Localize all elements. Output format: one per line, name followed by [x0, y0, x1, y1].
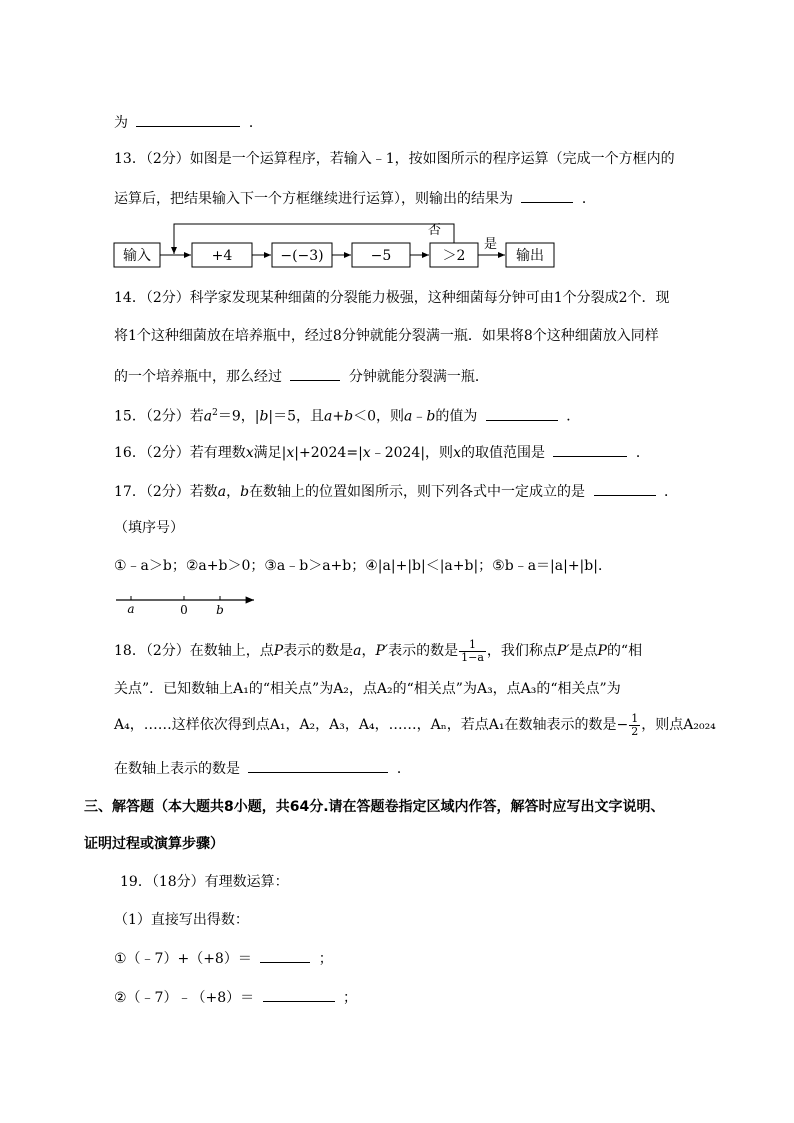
- q13-line2: 运算后，把结果输入下一个方框继续进行运算），则输出的结果为 ．: [114, 188, 596, 209]
- q19-title: 19．（18分）有理数运算：: [120, 874, 289, 890]
- answer-blank: [290, 366, 340, 381]
- q19-item2: ②（﹣7）﹣（+8）＝ ；: [114, 987, 357, 1008]
- q13-line1: 13．（2分）如图是一个运算程序，若输入﹣1，按如图所示的程序运算（完成一个方框内的: [114, 151, 675, 167]
- q19-sub1: （1）直接写出得数：: [114, 912, 249, 928]
- q16-line: 16．（2分）若有理数x满足|x|+2024=|x﹣2024|，则x的取值范围是 ．: [114, 442, 650, 463]
- answer-blank: [136, 112, 240, 127]
- section-heading-line2: 证明过程或演算步骤）: [84, 836, 224, 852]
- answer-blank: [521, 188, 573, 203]
- fraction: $\frac{1}{2}$: [631, 711, 639, 738]
- flow-output-label: 输出: [516, 248, 544, 264]
- q19-item1: ①（﹣7）+（+8）＝ ；: [114, 948, 333, 969]
- answer-blank: [553, 442, 627, 457]
- flow-input-label: 输入: [123, 248, 151, 264]
- answer-blank: [263, 987, 335, 1002]
- q18-line2: 关点”．已知数轴上A₁的“相关点”为A₂，点A₂的“相关点”为A₃，点A₃的“相关点”为: [114, 681, 621, 697]
- answer-blank: [248, 758, 388, 773]
- axis-label-a: a: [127, 602, 135, 616]
- q17-options: ①﹣a＞b；②a+b＞0；③a﹣b＞a+b；④|a|+|b|＜|a+b|；⑤b﹣a＝|a|+|b|．: [114, 558, 612, 574]
- q14-line2: 将1个这种细菌放在培养瓶中，经过8分钟就能分裂满一瓶．如果将8个这种细菌放入同样: [114, 328, 659, 344]
- axis-label-zero: 0: [180, 603, 188, 617]
- q17-number-line: [112, 590, 262, 618]
- q17-line1: 17．（2分）若数a，b在数轴上的位置如图所示，则下列各式中一定成立的是 ．: [114, 481, 678, 502]
- continued-line: 为 ．: [114, 112, 263, 133]
- flow-cond-label: ＞2: [442, 248, 466, 264]
- q14-line1: 14．（2分）科学家发现某种细菌的分裂能力极强，这种细菌每分钟可由1个分裂成2个．现: [114, 290, 670, 306]
- answer-blank: [594, 481, 656, 496]
- flow-step3-label: −5: [370, 248, 392, 264]
- axis-label-b: b: [216, 603, 224, 617]
- answer-blank: [260, 948, 310, 963]
- q18-line3: A₄，……这样依次得到点A₁，A₂，A₃，A₄，……，Aₙ，若点A₁在数轴表示的数是− $\frac{1}{2}$ ，则点A₂₀₂₄: [114, 711, 716, 738]
- q18-line1: 18．（2分）在数轴上，点P表示的数是a，P′表示的数是 $\frac{1}{1-a}$ ，我们称点P′是点P的“相: [114, 637, 643, 664]
- q14-line3: 的一个培养瓶中，那么经过 分钟就能分裂满一瓶．: [114, 366, 489, 387]
- q13-flowchart: [110, 218, 560, 272]
- section-heading-line1: 三、解答题（本大题共8小题，共64分.请在答题卷指定区域内作答，解答时应写出文字说明、: [84, 799, 665, 815]
- q18-line4: 在数轴上表示的数是 ．: [114, 758, 411, 779]
- flow-yes-label: 是: [484, 237, 498, 252]
- flow-step2-label: −(−3): [280, 248, 324, 264]
- answer-blank: [486, 406, 558, 421]
- flow-step1-label: +4: [211, 248, 233, 264]
- q17-line2: （填序号）: [114, 520, 184, 536]
- fraction: $\frac{1}{1-a}$: [461, 637, 484, 664]
- flow-no-label: 否: [428, 223, 442, 238]
- q15-line: 15．（2分）若$a^2=9$，|b|＝5，且a+b＜0，则a﹣b的值为 ．: [114, 403, 580, 427]
